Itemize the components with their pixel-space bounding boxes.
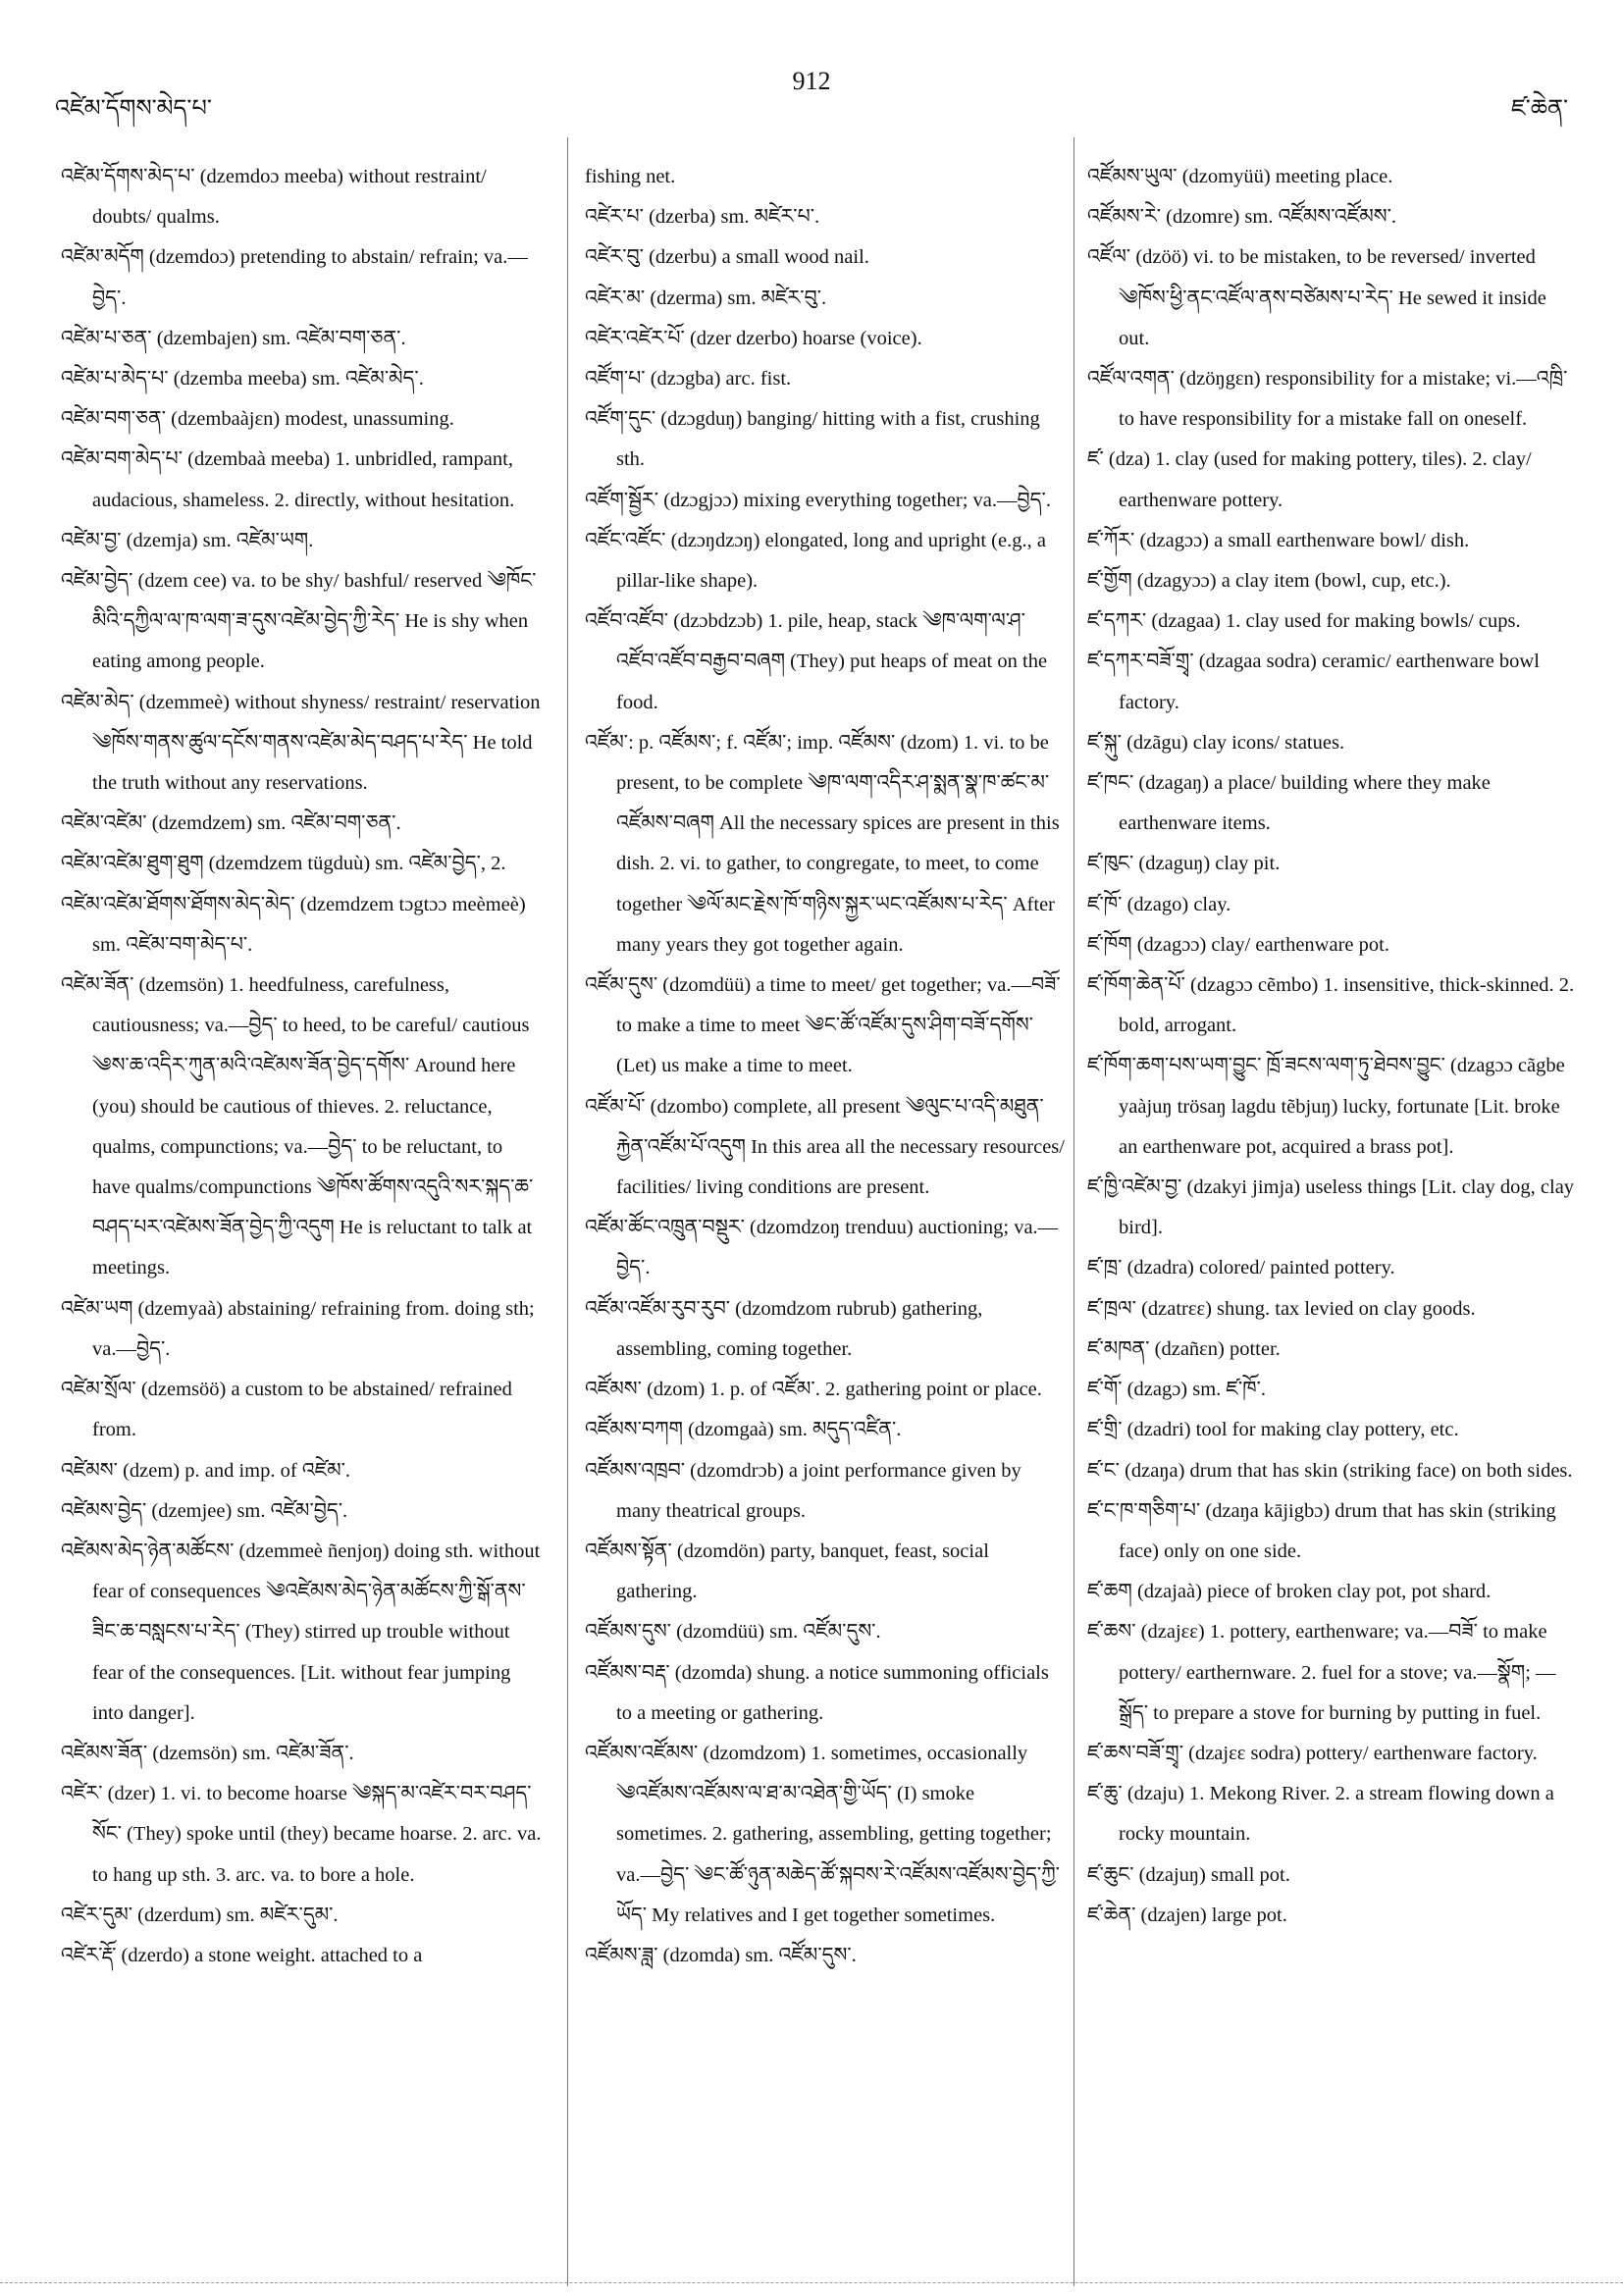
dictionary-entry: ཛ་ང་ཁ་གཅིག་པ་ (dzaŋa kājigbɔ) drum that has skin (striking face) only on one side. (1087, 1499, 1556, 1562)
dictionary-entry: ཛ་ཆུང་ (dzajuŋ) small pot. (1087, 1863, 1290, 1886)
dictionary-entry: འཛེམ་ཡག (dzemyaà) abstaining/ refraining from. doing sth; va.—བྱེད་. (61, 1297, 535, 1360)
dictionary-entry: འཛོམས་འཛོམས་ (dzomdzom) 1. sometimes, occasionally ༄འཛོམས་འཛོམས་ལ་ཐ་མ་འཐེན་གྱི་ཡོད་ (I) smoke sometimes. 2. gathering, assembling, getting together; va.—བྱེད་ ༄ང་ཚོ་ཉུན་མཆེད་ཚོ་སྐབས་རེ་འཛོམས་འཛོམས་བྱེད་ཀྱི་ཡོད་ My relatives and I get together sometimes. (585, 1742, 1060, 1926)
dictionary-entry: འཛོག་པ་ (dzɔgba) arc. fist. (585, 368, 792, 391)
dictionary-entry: འཛོམས་འཁྲབ་ (dzomdrɔb) a joint performance given by many theatrical groups. (585, 1459, 1021, 1522)
dictionary-entry: འཛེམ་འཛེམ་ (dzemdzem) sm. འཛེམ་བག་ཅན་. (61, 812, 401, 835)
dictionary-entry: འཛེམ་བག་མེད་པ་ (dzembaà meeba) 1. unbridled, rampant, audacious, shameless. 2. directly, without hesitation. (61, 448, 515, 511)
dictionary-entry: འཛོག་དུང་ (dzɔgduŋ) banging/ hitting with a fist, crushing sth. (585, 408, 1040, 471)
dictionary-entry: ཛ་ཆུ་ (dzaju) 1. Mekong River. 2. a stream flowing down a rocky mountain. (1087, 1783, 1554, 1846)
dictionary-entry: འཛོམས་བཀག (dzomgaà) sm. མདུད་འཛིན་. (585, 1419, 902, 1441)
dictionary-entry: འཛོམ་དུས་ (dzomdüü) a time to meet/ get together; va.—བཟོ་ to make a time to meet ༄ང་ཚོ་འཛོམ་དུས་ཤིག་བཟོ་དགོས་ (Let) us make a time to meet. (585, 974, 1061, 1077)
dictionary-entry: འཛོམ་ཚོང་འཁྲུན་བསྡུར་ (dzomdzoŋ trenduu) auctioning; va.—བྱེད་. (585, 1217, 1059, 1279)
dictionary-entry: འཛེམ་འཛེམ་ཐོགས་ཐོགས་མེད་མེད་ (dzemdzem tɔgtɔɔ meèmeè) sm. འཛེམ་བག་མེད་པ་. (61, 893, 526, 956)
dictionary-entry: ཛ་ (dza) 1. clay (used for making pottery, tiles). 2. clay/ earthenware pottery. (1087, 448, 1532, 511)
column-divider (1073, 137, 1074, 2286)
dictionary-entry: འཛེམ་མེད་ (dzemmeè) without shyness/ restraint/ reservation ༄ཁོས་གནས་ཚུལ་དངོས་གནས་འཛེམ་མེད་བཤད་པ་རེད་ He told the truth without any reservations. (61, 691, 541, 795)
dictionary-entry: ཛ་མཁན་ (dzañɛn) potter. (1087, 1337, 1281, 1360)
dictionary-entry: ཛ་ང་ (dzaŋa) drum that has skin (striking face) on both sides. (1087, 1459, 1573, 1482)
dictionary-entry: འཛེམས་ཟོན་ (dzemsön) sm. འཛེམ་ཟོན་. (61, 1742, 354, 1764)
dictionary-entry: ཛ་སྐུ་ (dzãgu) clay icons/ statues. (1087, 731, 1345, 754)
dictionary-entry: ཛ་ཁྲལ་ (dzatrɛɛ) shung. tax levied on clay goods. (1087, 1297, 1476, 1320)
dictionary-entry: འཛེམ་སྲོལ་ (dzemsöö) a custom to be abstained/ refrained from. (61, 1379, 512, 1441)
dictionary-entry: ཛ་ཁོ་ (dzago) clay. (1087, 893, 1231, 915)
dictionary-entry: འཛེམ་བྱ་ (dzemja) sm. འཛེམ་ཡག. (61, 529, 314, 551)
dictionary-entry: ཛ་ཁང་ (dzagaŋ) a place/ building where they make earthenware items. (1087, 772, 1491, 835)
dictionary-entry: ཛ་ཆེན་ (dzajen) large pot. (1087, 1904, 1287, 1926)
dictionary-entry: འཛེར་འཛེར་པོ་ (dzer dzerbo) hoarse (voice). (585, 327, 922, 349)
dictionary-entry: ཛ་དཀར་བཟོ་གྲྭ་ (dzagaa sodra) ceramic/ earthenware bowl factory. (1087, 651, 1540, 713)
dictionary-entry: ཛ་ཆག (dzajaà) piece of broken clay pot, pot shard. (1087, 1581, 1492, 1603)
dictionary-entry: འཛེམ་དོགས་མེད་པ་ (dzemdoɔ meeba) without restraint/ doubts/ qualms. (61, 166, 487, 229)
dictionary-entry: འཛོམ་: p. འཛོམས་; f. འཛོམ་; imp. འཛོམས་ (dzom) 1. vi. to be present, to be complete ༄ཁ་ལག་འདིར་ཤ་སྨན་སྣ་ཁ་ཚང་མ་འཛོམས་བཞག All the necessary spices are present in this dish. 2. vi. to gather, to congregate, to meet, to come together ༄ལོ་མང་རྗེས་ཁོ་གཉིས་སྐྱར་ཡང་འཛོམས་པ་རེད་ After many years they got together again. (585, 731, 1060, 956)
page-header (0, 0, 1623, 128)
dictionary-entry: འཛེམ་ཟོན་ (dzemsön) 1. heedfulness, carefulness, cautiousness; va.—བྱེད་ to heed, to be careful/ cautious ༄ས་ཆ་འདིར་ཀུན་མའི་འཛེམས་ཟོན་བྱེད་དགོས་ Around here (you) should be cautious of thieves. 2. reluctance, qualms, compunctions; va.—བྱེད་ to be reluctant, to have qualms/compunctions ༄ཁོས་ཚོགས་འདུའི་སར་སྐད་ཆ་བཤད་པར་འཛེམས་ཟོན་བྱེད་ཀྱི་འདུག He is reluctant to talk at meetings. (61, 974, 534, 1279)
dictionary-column-1 (61, 157, 542, 1976)
dictionary-entry: འཛེར་པ་ (dzerba) sm. མཛེར་པ་. (585, 206, 820, 229)
dictionary-entry: ཛ་ཁོག་ཆག་པས་ཡག་བྱུང་ ཁྲོ་ཟངས་ལག་ཏུ་ཐེབས་བྱུང་ (dzagɔɔ cãgbe yaàjuŋ trösaŋ lagdu tẽbjuŋ) lucky, fortunate [Lit. broke an earthenware pot, acquired a brass pot]. (1087, 1055, 1565, 1158)
dictionary-entry: འཛོག་སྦྱོར་ (dzɔgjɔɔ) mixing everything together; va.—བྱེད་. (585, 489, 1051, 511)
running-head-right: ཛ་ཆེན་ (1511, 96, 1568, 122)
dictionary-entry: འཛེར་ (dzer) 1. vi. to become hoarse ༄སྐད་མ་འཛེར་བར་བཤད་སོང་ (They) spoke until (they) became hoarse. 2. arc. va. to hang up sth. 3. arc. va. to bore a hole. (61, 1783, 542, 1886)
dictionary-entry: འཛེར་བུ་ (dzerbu) a small wood nail. (585, 246, 869, 269)
dictionary-entry: འཛེམས་མེད་ཉེན་མཚོངས་ (dzemmeè ñenjoŋ) doing sth. without fear of consequences ༄འཛེམས་མེད་ཉེན་མཚོངས་ཀྱི་སྒོ་ནས་ཟིང་ཆ་བསླངས་པ་རེད་ (They) stirred up trouble without fear of the consequences. [Lit. without fear jumping into danger]. (61, 1539, 541, 1724)
dictionary-entry: ཛ་ཁུང་ (dzaguŋ) clay pit. (1087, 853, 1281, 875)
dictionary-entry: fishing net. (585, 166, 676, 187)
dictionary-entry: འཛེམ་བྱེད་ (dzem cee) va. to be shy/ bashful/ reserved ༄ཁོང་མིའི་དཀྱིལ་ལ་ཁ་ལག་ཟ་དུས་འཛེམ་བྱེད་ཀྱི་རེད་ He is shy when eating among people. (61, 570, 537, 673)
page-bottom-divider (0, 2282, 1623, 2283)
dictionary-entry: ཛ་ཁོག (dzagɔɔ) clay/ earthenware pot. (1087, 933, 1389, 956)
page-number: 912 (792, 67, 831, 95)
dictionary-entry: འཛོབ་འཛོབ་ (dzɔbdzɔb) 1. pile, heap, stack ༄ཁ་ལག་ལ་ཤ་འཛོབ་འཛོབ་བརྒྱབ་བཞག (They) put heaps of meat on the food. (585, 610, 1048, 713)
dictionary-column-3 (1087, 157, 1578, 1936)
dictionary-column-2 (585, 157, 1066, 1976)
dictionary-entry: འཛེམས་ (dzem) p. and imp. of འཛེམ་. (61, 1459, 351, 1482)
dictionary-entry: འཛོམས་རེ་ (dzomre) sm. འཛོམས་འཛོམས་. (1087, 206, 1396, 229)
dictionary-entry: འཛོམས་སྟོན་ (dzomdön) party, banquet, feast, social gathering. (585, 1539, 989, 1603)
dictionary-entry: ཛ་ཀོར་ (dzagɔɔ) a small earthenware bowl/ dish. (1087, 529, 1470, 551)
dictionary-entry: ཛ་གོ་ (dzagɔ) sm. ཛ་ཁོ་. (1087, 1379, 1267, 1401)
dictionary-entry: འཛེམ་པ་མེད་པ་ (dzemba meeba) sm. འཛེམ་མེད་. (61, 368, 424, 391)
dictionary-entry: འཛེམ་མདོག (dzemdoɔ) pretending to abstain/ refrain; va.—བྱེད་. (61, 246, 528, 309)
dictionary-entry: འཛེམས་བྱེད་ (dzemjee) sm. འཛེམ་བྱེད་. (61, 1499, 348, 1522)
dictionary-entry: འཛོམས་ཡུལ་ (dzomyüü) meeting place. (1087, 166, 1393, 187)
dictionary-entry: འཛོམ་འཛོམ་རུབ་རུབ་ (dzomdzom rubrub) gathering, assembling, coming together. (585, 1297, 983, 1360)
dictionary-entry: འཛེར་མ་ (dzerma) sm. མཛེར་བུ་. (585, 287, 827, 309)
dictionary-entry: འཛོམས་དུས་ (dzomdüü) sm. འཛོམ་དུས་. (585, 1621, 881, 1644)
dictionary-entry: འཛེམ་པ་ཅན་ (dzembajen) sm. འཛེམ་བག་ཅན་. (61, 327, 406, 349)
dictionary-entry: འཛོམས་ (dzom) 1. p. of འཛོམ་. 2. gathering point or place. (585, 1379, 1042, 1401)
dictionary-entry: ཛ་ཆས་ (dzajɛɛ) 1. pottery, earthenware; va.—བཟོ་ to make pottery/ earthernware. 2. fuel for a stove; va.—སྣོག; —སྒྲོད་ to prepare a stove for burning by putting in fuel. (1087, 1621, 1556, 1724)
dictionary-entry: ཛ་ཁྱི་འཛེམ་བྱ་ (dzakyi jimja) useless things [Lit. clay dog, clay bird]. (1087, 1176, 1575, 1239)
dictionary-entry: འཛོལ་ (dzöö) vi. to be mistaken, to be reversed/ inverted ༄ཁོས་ཕྱི་ནང་འཛོལ་ནས་བཙེམས་པ་རེད་ He sewed it inside out. (1087, 246, 1546, 349)
column-divider (567, 137, 568, 2286)
dictionary-entry: འཛེམ་འཛེམ་ཐུག་ཐུག (dzemdzem tügduù) sm. འཛེམ་བྱེད་, 2. (61, 853, 506, 875)
dictionary-entry: ཛ་དཀར་ (dzagaa) 1. clay used for making bowls/ cups. (1087, 610, 1521, 633)
dictionary-entry: འཛེར་དུམ་ (dzerdum) sm. མཛེར་དུམ་. (61, 1904, 339, 1926)
dictionary-entry: འཛོམས་བརྡ་ (dzomda) shung. a notice summoning officials to a meeting or gathering. (585, 1661, 1049, 1724)
dictionary-entry: ཛ་ཁོག་ཆེན་པོ་ (dzagɔɔ cẽmbo) 1. insensitive, thick-skinned. 2. bold, arrogant. (1087, 974, 1575, 1037)
dictionary-entry: འཛོལ་འགན་ (dzöŋgɛn) responsibility for a mistake; vi.—འཁྲི་ to have responsibility for a mistake fall on oneself. (1087, 368, 1568, 431)
dictionary-entry: འཛེམ་བག་ཅན་ (dzembaàjɛn) modest, unassuming. (61, 408, 454, 431)
running-head-left: འཛེམ་དོགས་མེད་པ་ (55, 96, 212, 122)
dictionary-entry: འཛེར་རྡོ་ (dzerdo) a stone weight. attached to a (61, 1944, 423, 1966)
dictionary-entry: འཛོམས་ཟླ་ (dzomda) sm. འཛོམ་དུས་. (585, 1944, 857, 1966)
dictionary-entry: ཛ་ཁྲ་ (dzadra) colored/ painted pottery. (1087, 1257, 1395, 1279)
dictionary-entry: ཛ་གྲི་ (dzadri) tool for making clay pottery, etc. (1087, 1419, 1459, 1441)
dictionary-entry: འཛོང་འཛོང་ (dzɔŋdzɔŋ) elongated, long and upright (e.g., a pillar-like shape). (585, 529, 1046, 593)
dictionary-entry: ཛ་གྱོག (dzagyɔɔ) a clay item (bowl, cup, etc.). (1087, 570, 1451, 593)
dictionary-entry: ཛ་ཆས་བཟོ་གྲྭ་ (dzajɛɛ sodra) pottery/ earthenware factory. (1087, 1742, 1538, 1764)
dictionary-entry: འཛོམ་པོ་ (dzombo) complete, all present ༄ལུང་པ་འདི་མཐུན་རྐྱེན་འཛོམ་པོ་འདུག In this area all the necessary resources/ facilities/ living conditions are present. (585, 1095, 1065, 1199)
